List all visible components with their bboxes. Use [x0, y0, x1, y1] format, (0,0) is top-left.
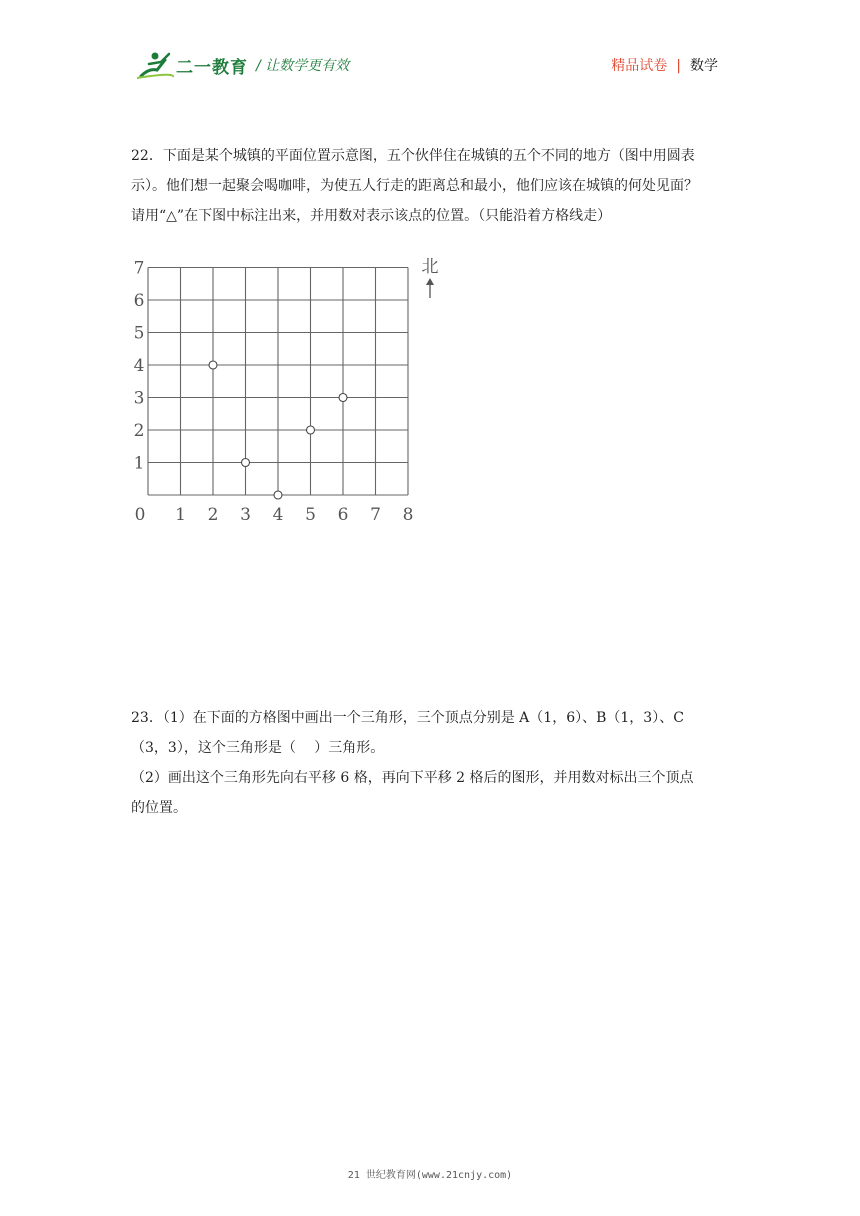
- y-tick-label: 5: [133, 323, 145, 344]
- x-tick-label: 0: [134, 505, 146, 525]
- residence-point: [274, 491, 282, 499]
- residence-point: [209, 361, 217, 369]
- north-label: 北: [421, 257, 439, 277]
- question-23: [131, 703, 731, 823]
- residence-point: [307, 426, 315, 434]
- y-tick-label: 1: [133, 453, 145, 474]
- header-right: [611, 55, 718, 75]
- x-tick-label: 6: [337, 505, 349, 525]
- logo-text: 二一教育: [176, 58, 248, 78]
- residence-point: [242, 459, 250, 467]
- q23-line-2: （3，3），这个三角形是（ ）三角形。: [131, 740, 385, 756]
- page-header: [0, 0, 860, 100]
- x-tick-label: 1: [175, 505, 186, 525]
- q23-line-3: （2）画出这个三角形先向右平移 6 格，再向下平移 2 格后的图形，并用数对标出三个顶点: [131, 770, 694, 786]
- x-tick-label: 8: [402, 505, 414, 525]
- y-tick-label: 2: [133, 421, 145, 441]
- y-tick-label: 3: [133, 388, 145, 409]
- q22-line-3: 请用“△”在下图中标注出来，并用数对表示该点的位置。（只能沿着方格线走）: [131, 208, 612, 224]
- header-divider: |: [676, 58, 681, 74]
- q22-line-1: 22．下面是某个城镇的平面位置示意图，五个伙伴住在城镇的五个不同的地方（图中用圆表: [131, 148, 695, 164]
- north-arrow-head-icon: [426, 278, 434, 285]
- page-footer: 21 世纪教育网(www.21cnjy.com): [347, 1170, 513, 1181]
- header-tag: 精品试卷: [611, 58, 668, 74]
- slogan: / 让数学更有效: [256, 58, 350, 74]
- x-tick-label: 5: [305, 505, 316, 525]
- x-tick-label: 2: [207, 505, 219, 525]
- y-tick-label: 7: [133, 258, 145, 279]
- residence-point: [339, 394, 347, 402]
- q23-line-1: 23．（1）在下面的方格图中画出一个三角形，三个顶点分别是 A（1，6）、B（1，3）、C: [131, 710, 684, 726]
- y-tick-label: 4: [133, 356, 145, 376]
- q23-line-4: 的位置。: [131, 800, 187, 816]
- header-subject: 数学: [690, 58, 718, 74]
- x-tick-label: 4: [272, 505, 284, 525]
- q22-line-2: 示）。他们想一起聚会喝咖啡，为使五人行走的距离总和最小，他们应该在城镇的何处见面？: [131, 178, 698, 194]
- question-22: [131, 141, 731, 231]
- x-tick-label: 3: [240, 505, 251, 525]
- town-grid-map: [128, 250, 448, 530]
- x-tick-label: 7: [370, 505, 381, 525]
- y-tick-label: 6: [133, 291, 145, 311]
